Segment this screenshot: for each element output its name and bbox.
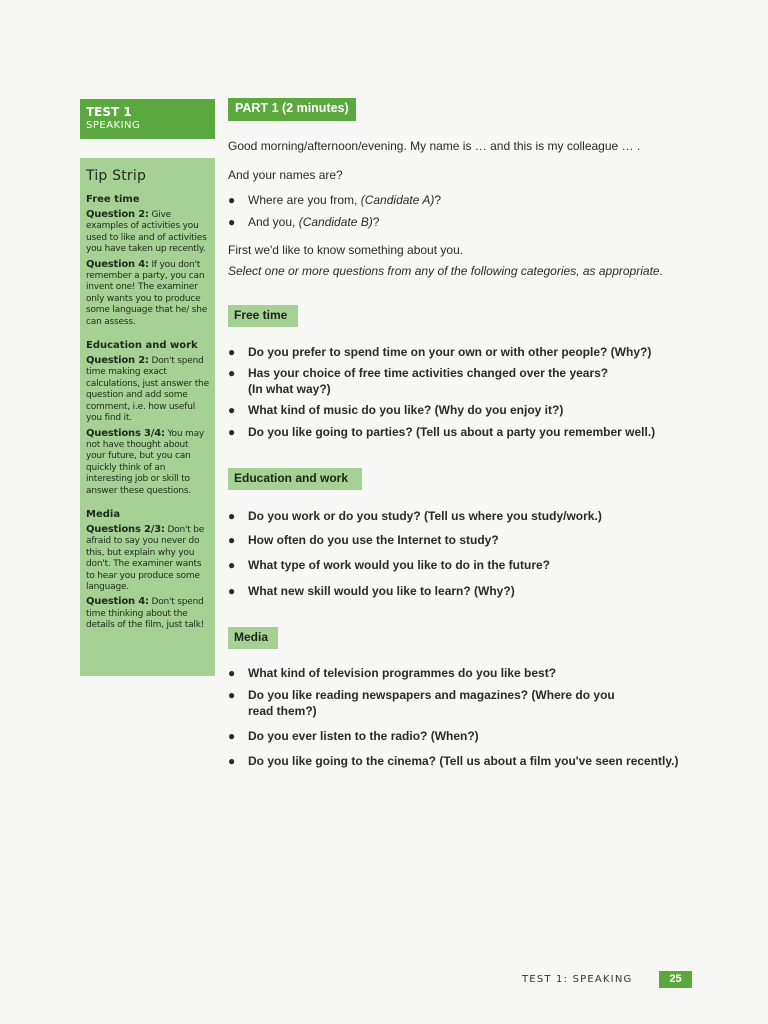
bullet-icon: ● (228, 584, 236, 598)
tip-heading: Free time (86, 194, 140, 205)
bullet-icon: ● (228, 688, 236, 702)
bullet-icon: ● (228, 558, 236, 572)
bullet-icon: ● (228, 366, 236, 380)
tip-strip-title: Tip Strip (86, 168, 147, 184)
bullet-icon: ● (228, 193, 236, 207)
footer-label: TEST 1: SPEAKING (522, 974, 633, 985)
tip-section-education (86, 340, 209, 497)
tip-note: Question 4: Don't spend time thinking about the details of the film, just talk! (86, 596, 205, 631)
category-free-time: Free time (228, 305, 298, 327)
category-education-work: Education and work (228, 468, 362, 490)
page-number: 25 (659, 971, 692, 988)
bullet-icon: ● (228, 345, 236, 359)
tip-heading: Media (86, 508, 121, 520)
test-section: SPEAKING (86, 120, 141, 131)
tip-section-free-time (86, 194, 209, 328)
bullet-icon: ● (228, 215, 236, 229)
bullet-icon: ● (228, 729, 236, 743)
bullet-icon: ● (228, 425, 236, 439)
tip-note: Question 2: Give examples of activities you used to like and of activities you have taken up recently. (86, 209, 207, 255)
bullet-icon: ● (228, 533, 236, 547)
test-header (80, 99, 215, 139)
names-question: And your names are? (228, 168, 343, 182)
part-badge: PART 1 (2 minutes) (228, 98, 356, 121)
tip-note: Question 2: Don't spend time making exact calculations, just answer the question and add some comment, i.e. how useful you find it. (86, 355, 209, 424)
tip-section-media (86, 509, 209, 632)
select-instruction: Select one or more questions from any of the following categories, as appropriate. (228, 264, 663, 278)
category-media: Media (228, 627, 278, 649)
tip-note: Questions 3/4: You may not have thought about your future, but you can quickly think of an interesting job or skill to answer these questions. (86, 427, 205, 496)
bullet-icon: ● (228, 403, 236, 417)
tip-note: Questions 2/3: Don't be afraid to say you never do this, but explain why you don't. The examiner wants to hear you produce some language. (86, 523, 205, 592)
bullet-icon: ● (228, 754, 236, 768)
bullet-icon: ● (228, 509, 236, 523)
bullet-icon: ● (228, 666, 236, 680)
tip-strip (80, 158, 215, 676)
test-number: TEST 1 (86, 105, 132, 119)
tip-heading: Education and work (86, 340, 198, 352)
first-text: First we'd like to know something about you. (228, 243, 464, 257)
greeting-text: Good morning/afternoon/evening. My name is … and this is my colleague … . (228, 139, 641, 153)
tip-note: Question 4: If you don't remember a party, you can invent one! The examiner only wants you to produce some language that he/ she can assess. (86, 258, 208, 327)
